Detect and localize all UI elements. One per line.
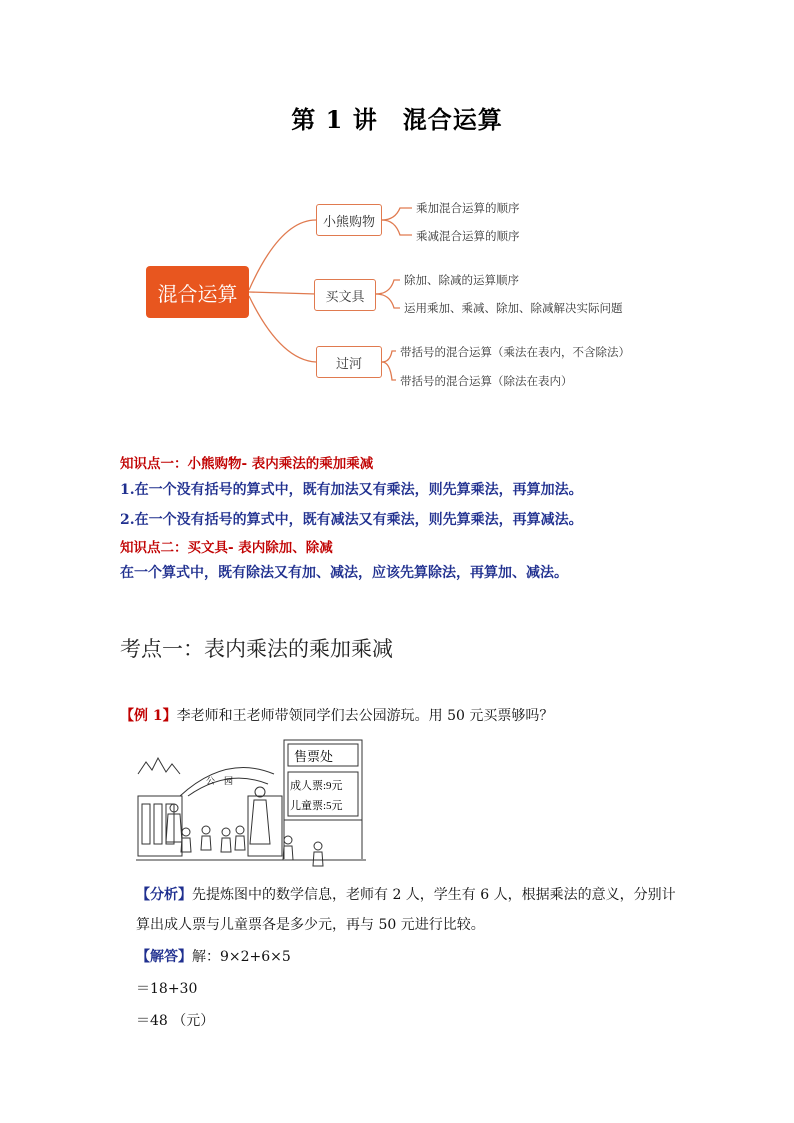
example-tag: 【例 1】 bbox=[120, 708, 177, 724]
analysis-text-1: 先提炼图中的数学信息，老师有 2 人，学生有 6 人，根据乘法的意义，分别计 bbox=[192, 887, 676, 903]
example-question-text: 李老师和王老师带领同学们去公园游玩。用 50 元买票够吗？ bbox=[176, 708, 554, 724]
example-question bbox=[120, 705, 553, 725]
connector-root-branch-1 bbox=[249, 220, 316, 290]
mind-map-branch-3: 过河 bbox=[316, 346, 382, 378]
mind-map-root: 混合运算 bbox=[146, 266, 249, 318]
connector-branch-2-leaf-1 bbox=[376, 280, 400, 294]
analysis-tag: 【分析】 bbox=[136, 887, 192, 903]
page-title: 第 1 讲 混合运算 bbox=[291, 105, 503, 134]
park-sign: 公 园 bbox=[206, 776, 234, 786]
mind-map-leaf: 带括号的混合运算（除法在表内） bbox=[400, 374, 573, 388]
mind-map bbox=[0, 180, 794, 400]
knowledge-point-2-title: 知识点二：买文具- 表内除加、除减 bbox=[120, 540, 333, 556]
answer-tag: 【解答】 bbox=[136, 949, 192, 965]
mind-map-leaf: 带括号的混合运算（乘法在表内，不含除法） bbox=[400, 345, 630, 359]
ticket-booth-sign: 售票处 bbox=[294, 749, 334, 764]
connector-branch-1-leaf-2 bbox=[382, 220, 412, 235]
connector-root-branch-2 bbox=[249, 292, 316, 294]
connector-branch-3-leaf-1 bbox=[382, 351, 396, 362]
answer-text-1: 解：9×2+6×5 bbox=[192, 949, 291, 965]
analysis-line-2: 算出成人票与儿童票各是多少元，再与 50 元进行比较。 bbox=[136, 917, 485, 933]
connector-branch-1-leaf-1 bbox=[382, 208, 412, 220]
answer-line-1 bbox=[136, 946, 291, 966]
mind-map-leaf: 乘加混合运算的顺序 bbox=[416, 201, 520, 215]
park-ticket-illustration bbox=[136, 734, 366, 874]
mind-map-branch-1: 小熊购物 bbox=[316, 204, 382, 236]
illustration-drawing bbox=[136, 734, 366, 874]
mind-map-leaf: 乘减混合运算的顺序 bbox=[416, 229, 520, 243]
mind-map-leaf: 运用乘加、乘减、除加、除减解决实际问题 bbox=[404, 301, 623, 315]
knowledge-point-1-rule-2: 2.在一个没有括号的算式中，既有减法又有乘法，则先算乘法，再算减法。 bbox=[120, 512, 583, 528]
answer-line-2: ＝18+30 bbox=[136, 981, 198, 997]
connector-root-branch-3 bbox=[249, 296, 316, 362]
mind-map-connectors bbox=[0, 180, 794, 400]
knowledge-point-2-rule: 在一个算式中，既有除法又有加、减法，应该先算除法，再算加、减法。 bbox=[120, 565, 568, 581]
answer-line-3: ＝48 （元） bbox=[136, 1013, 215, 1029]
mind-map-leaf: 除加、除减的运算顺序 bbox=[404, 273, 519, 287]
adult-ticket-price: 成人票:9元 bbox=[290, 780, 343, 792]
knowledge-point-1-rule-1: 1.在一个没有括号的算式中，既有加法又有乘法，则先算乘法，再算加法。 bbox=[120, 482, 583, 498]
knowledge-point-1-title: 知识点一：小熊购物- 表内乘法的乘加乘减 bbox=[120, 456, 374, 472]
mind-map-branch-2: 买文具 bbox=[314, 279, 376, 311]
connector-branch-2-leaf-2 bbox=[376, 294, 400, 308]
section-title: 考点一：表内乘法的乘加乘减 bbox=[120, 637, 393, 661]
child-ticket-price: 儿童票:5元 bbox=[290, 800, 343, 812]
analysis-line-1 bbox=[136, 884, 676, 904]
connector-branch-3-leaf-2 bbox=[382, 362, 396, 380]
